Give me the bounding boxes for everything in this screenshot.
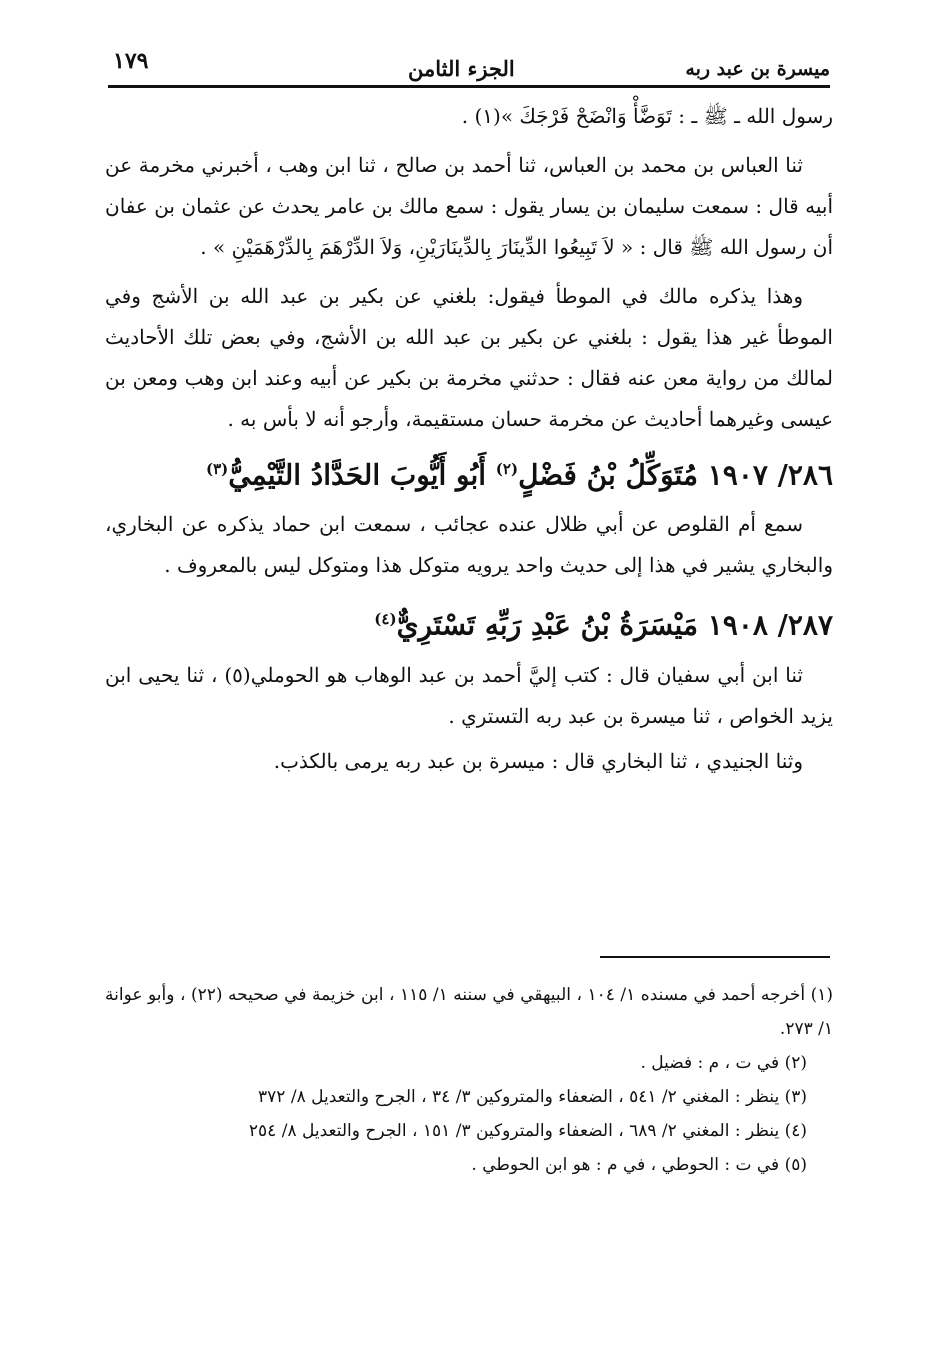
entry-name: مُتَوَكِّلُ بْنُ فَضْلٍ bbox=[518, 458, 698, 492]
paragraph-2: ثنا العباس بن محمد بن العباس، ثنا أحمد بن صالح ، ثنا ابن وهب ، أخبرني مخرمة عن أبيه قال : سمعت سليمان بن يسار يقول : سمع مالك بن عامر يحدث عن عثمان بن عفان أن رسول الله ﷺ قال : « لاَ تَبِيعُوا الدِّينَارَ بِالدِّينَارَيْنِ، وَلاَ الدِّرْهَمَ بِالدِّرْهَمَيْنِ » . bbox=[105, 153, 833, 259]
main-text bbox=[105, 96, 833, 782]
paragraph-3: وهذا يذكره مالك في الموطأ فيقول: بلغني عن بكير بن عبد الله بن الأشج وفي الموطأ غير هذا يقول : بلغني عن بكير بن عبد الله بن الأشج، وفي بعض تلك الأحاديث لمالك من رواية معن عنه فقال : حدثني مخرمة بن بكير عن أبيه وعند ابن وهب ومعن بن عيسى وغيرهما أحاديث عن مخرمة حسان مستقيمة، وأرجو أنه لا بأس به . bbox=[105, 284, 833, 431]
entry-1907-text: سمع أم القلوص عن أبي ظلال عنده عجائب ، سمعت ابن حماد يذكره عن البخاري، والبخاري يشير في هذا إلى حديث واحد يرويه متوكل هذا ومتوكل ليس بالمعروف . bbox=[105, 512, 833, 578]
entry-number: ٢٨٧/ ١٩٠٨ bbox=[707, 608, 833, 642]
entry-heading-1908 bbox=[105, 590, 833, 654]
footnote-5: (٥) في ت : الحوطي ، في م : هو ابن الحوطي . bbox=[471, 1155, 807, 1175]
entry-kunya: أَبُو أَيُّوبَ الحَدَّادُ التَّيْمِيُّ bbox=[228, 458, 487, 492]
header-rule bbox=[108, 85, 830, 88]
volume-title: الجزء الثامن bbox=[408, 56, 515, 81]
page-header bbox=[108, 42, 830, 88]
entry-number: ٢٨٦/ ١٩٠٧ bbox=[707, 458, 833, 492]
paragraph-1: رسول الله ـ ﷺ ـ : تَوَضَّأْ وَانْضَحْ فَرْجَكَ »(١) . bbox=[461, 104, 833, 128]
entry-1908-text-1: ثنا ابن أبي سفيان قال : كتب إليَّ أحمد بن عبد الوهاب هو الحوملي(٥) ، ثنا يحيى ابن يزيد الخواص ، ثنا ميسرة بن عبد ربه التستري . bbox=[105, 662, 833, 728]
entry-heading-1907 bbox=[105, 440, 833, 504]
footnotes bbox=[105, 978, 833, 1182]
running-title: ميسرة بن عبد ربه bbox=[685, 58, 830, 80]
footnote-2: (٢) في ت ، م : فضيل . bbox=[640, 1053, 807, 1073]
page-number: ١٧٩ bbox=[113, 48, 149, 74]
note-ref: (٤) bbox=[374, 610, 397, 629]
footnote-4: (٤) ينظر : المغني ٢/ ٦٨٩ ، الضعفاء والمتروكين ٣/ ١٥١ ، الجرح والتعديل ٨/ ٢٥٤ bbox=[248, 1121, 807, 1141]
footnote-rule bbox=[600, 956, 830, 958]
note-ref: (٢) bbox=[495, 460, 519, 478]
entry-name: مَيْسَرَةُ بْنُ عَبْدِ رَبِّهِ تَسْتَرِيٌّ bbox=[396, 608, 698, 642]
note-ref: (٣) bbox=[206, 460, 229, 478]
footnote-1: (١) أخرجه أحمد في مسنده ١/ ١٠٤ ، البيهقي في سننه ١/ ١١٥ ، ابن خزيمة في صحيحه (٢٢) ، وأبو عوانة ١/ ٢٧٣. bbox=[105, 985, 833, 1039]
entry-1908-text-2: وثنا الجنيدي ، ثنا البخاري قال : ميسرة بن عبد ربه يرمى بالكذب. bbox=[273, 748, 803, 773]
footnote-3: (٣) ينظر : المغني ٢/ ٥٤١ ، الضعفاء والمتروكين ٣/ ٣٤ ، الجرح والتعديل ٨/ ٣٧٢ bbox=[258, 1087, 807, 1107]
